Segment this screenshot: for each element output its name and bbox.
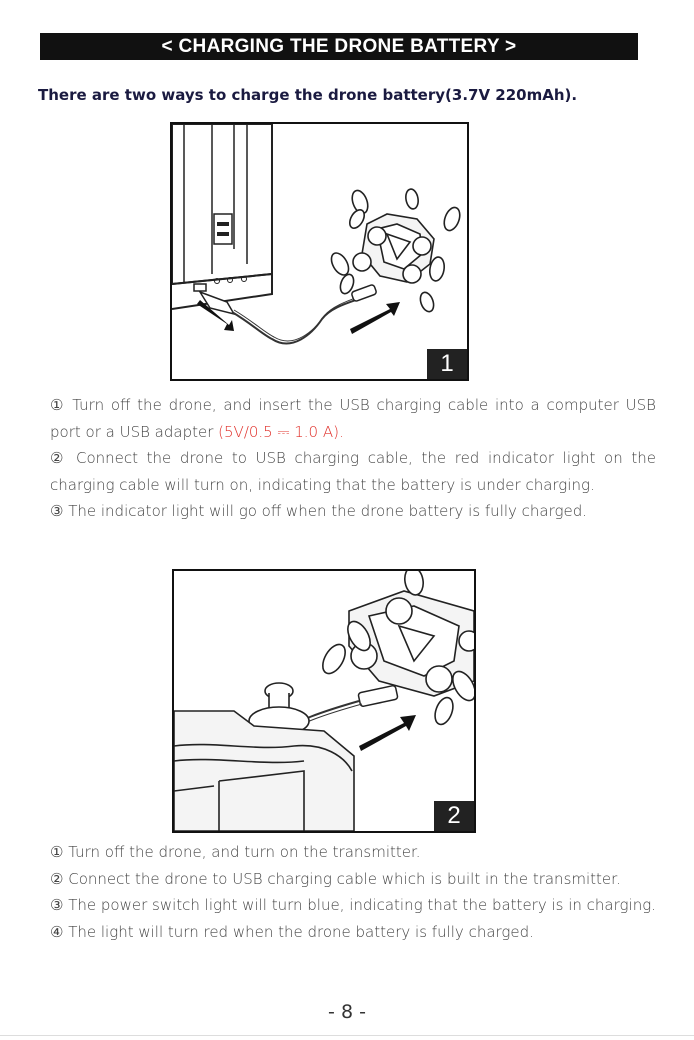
section-2-step-1: ① Turn off the drone, and turn on the transmitter. <box>50 843 421 861</box>
figure-2-number: 2 <box>434 801 474 831</box>
page-title: < CHARGING THE DRONE BATTERY > <box>40 33 638 60</box>
divider <box>0 1035 694 1036</box>
section-1-step-1 <box>50 392 656 445</box>
figure-1-illustration <box>170 122 469 381</box>
step-1-text: ① Turn off the drone, and insert the USB charging cable into a computer USB port or a USB adapter <box>50 396 656 441</box>
page-number: - 8 - <box>328 1001 366 1023</box>
section-1-step-2: ② Connect the drone to USB charging cable, the red indicator light on the charging cable will turn on, indicating that the battery is under charging. <box>50 449 656 494</box>
section-2-step-2: ② Connect the drone to USB charging cable which is built in the transmitter. <box>50 869 621 888</box>
transmitter-charging-drawing <box>174 571 474 831</box>
computer-usb-charging-drawing <box>172 124 467 379</box>
figure-1-number: 1 <box>427 349 467 379</box>
section-1-steps <box>50 392 656 525</box>
section-2-step-4: ④ The light will turn red when the drone battery is fully charged. <box>50 922 534 941</box>
section-2-steps <box>50 839 656 945</box>
voltage-spec: (5V/0.5 ⎓ 1.0 A). <box>218 422 344 441</box>
section-2-step-3: ③ The power switch light will turn blue, indicating that the battery is in charging. <box>50 896 656 914</box>
section-1-step-3: ③ The indicator light will go off when the drone battery is fully charged. <box>50 502 588 520</box>
intro-text: There are two ways to charge the drone battery(3.7V 220mAh). <box>38 86 578 104</box>
figure-2-illustration <box>172 569 476 833</box>
